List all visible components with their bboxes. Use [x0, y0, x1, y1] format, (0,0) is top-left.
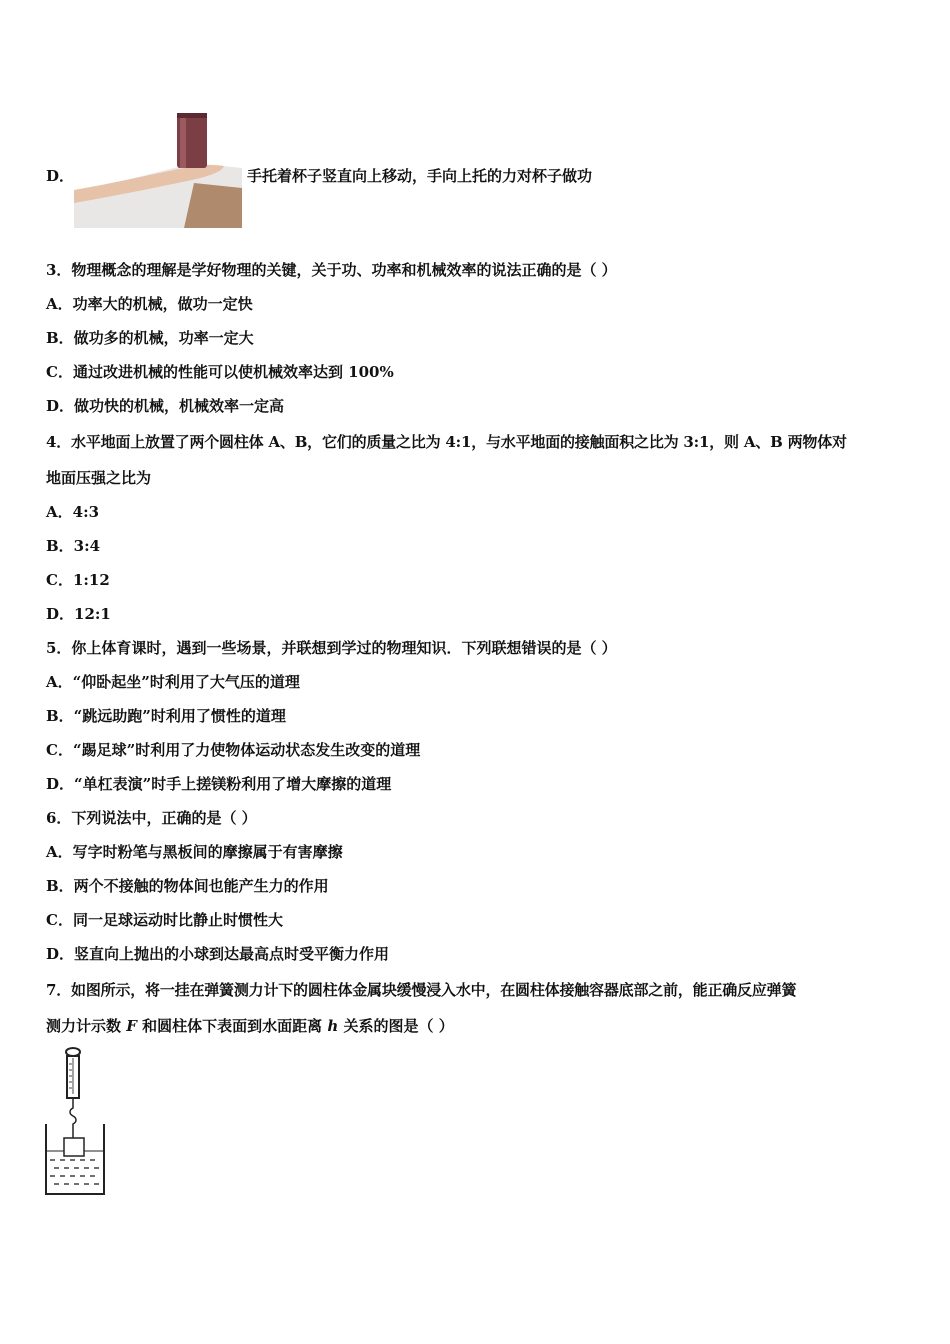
q4-option-c: C．1:12	[46, 571, 110, 589]
q7-stem-part-b: 和圆柱体下表面到水面距离	[136, 1017, 328, 1035]
q7-stem-part-a: 测力计示数	[46, 1017, 127, 1035]
q7-stem-line2	[46, 1016, 454, 1036]
q2-option-d-text: 手托着杯子竖直向上移动，手向上托的力对杯子做功	[247, 167, 593, 185]
q5-option-c: C．“踢足球”时利用了力使物体运动状态发生改变的道理	[46, 741, 421, 759]
q3-stem: 3．物理概念的理解是学好物理的关键，关于功、功率和机械效率的说法正确的是（ ）	[46, 261, 617, 279]
hand-holding-cup-photo	[74, 108, 242, 228]
q3-option-b: B．做功多的机械，功率一定大	[46, 329, 254, 347]
q5-stem: 5．你上体育课时，遇到一些场景，并联想到学过的物理知识．下列联想错误的是（ ）	[46, 639, 617, 657]
q7-var-h: h	[327, 1017, 339, 1035]
q5-option-d: D．“单杠表演”时手上搓镁粉利用了增大摩擦的道理	[46, 775, 392, 793]
q4-stem-line2: 地面压强之比为	[46, 469, 152, 487]
q6-option-d: D．竖直向上抛出的小球到达最高点时受平衡力作用	[46, 945, 390, 963]
q4-option-a: A．4:3	[46, 503, 100, 521]
spring-scale-beaker-diagram	[42, 1046, 108, 1198]
q7-stem-line1: 7．如图所示，将一挂在弹簧测力计下的圆柱体金属块缓慢浸入水中，在圆柱体接触容器底部之前，能正确反应弹簧	[46, 981, 797, 999]
q2-option-d-label: D．	[46, 167, 75, 185]
q7-stem-part-c: 关系的图是（ ）	[338, 1017, 454, 1035]
q5-option-b: B．“跳远助跑”时利用了惯性的道理	[46, 707, 286, 725]
q4-stem-line1: 4．水平地面上放置了两个圆柱体 A、B，它们的质量之比为 4:1，与水平地面的接触面积之比为 3:1，则 A、B 两物体对	[46, 433, 847, 451]
q6-stem: 6．下列说法中，正确的是（ ）	[46, 809, 257, 827]
q6-option-c: C．同一足球运动时比静止时惯性大	[46, 911, 283, 929]
q3-option-a: A．功率大的机械，做功一定快	[46, 295, 253, 313]
q7-var-f: F	[126, 1017, 137, 1035]
q4-option-d: D．12:1	[46, 605, 111, 623]
q4-option-b: B．3:4	[46, 537, 101, 555]
q3-option-d: D．做功快的机械，机械效率一定高	[46, 397, 285, 415]
q3-option-c: C．通过改进机械的性能可以使机械效率达到 100%	[46, 363, 394, 381]
q6-option-a: A．写字时粉笔与黑板间的摩擦属于有害摩擦	[46, 843, 343, 861]
q6-option-b: B．两个不接触的物体间也能产生力的作用	[46, 877, 329, 895]
q5-option-a: A．“仰卧起坐”时利用了大气压的道理	[46, 673, 300, 691]
